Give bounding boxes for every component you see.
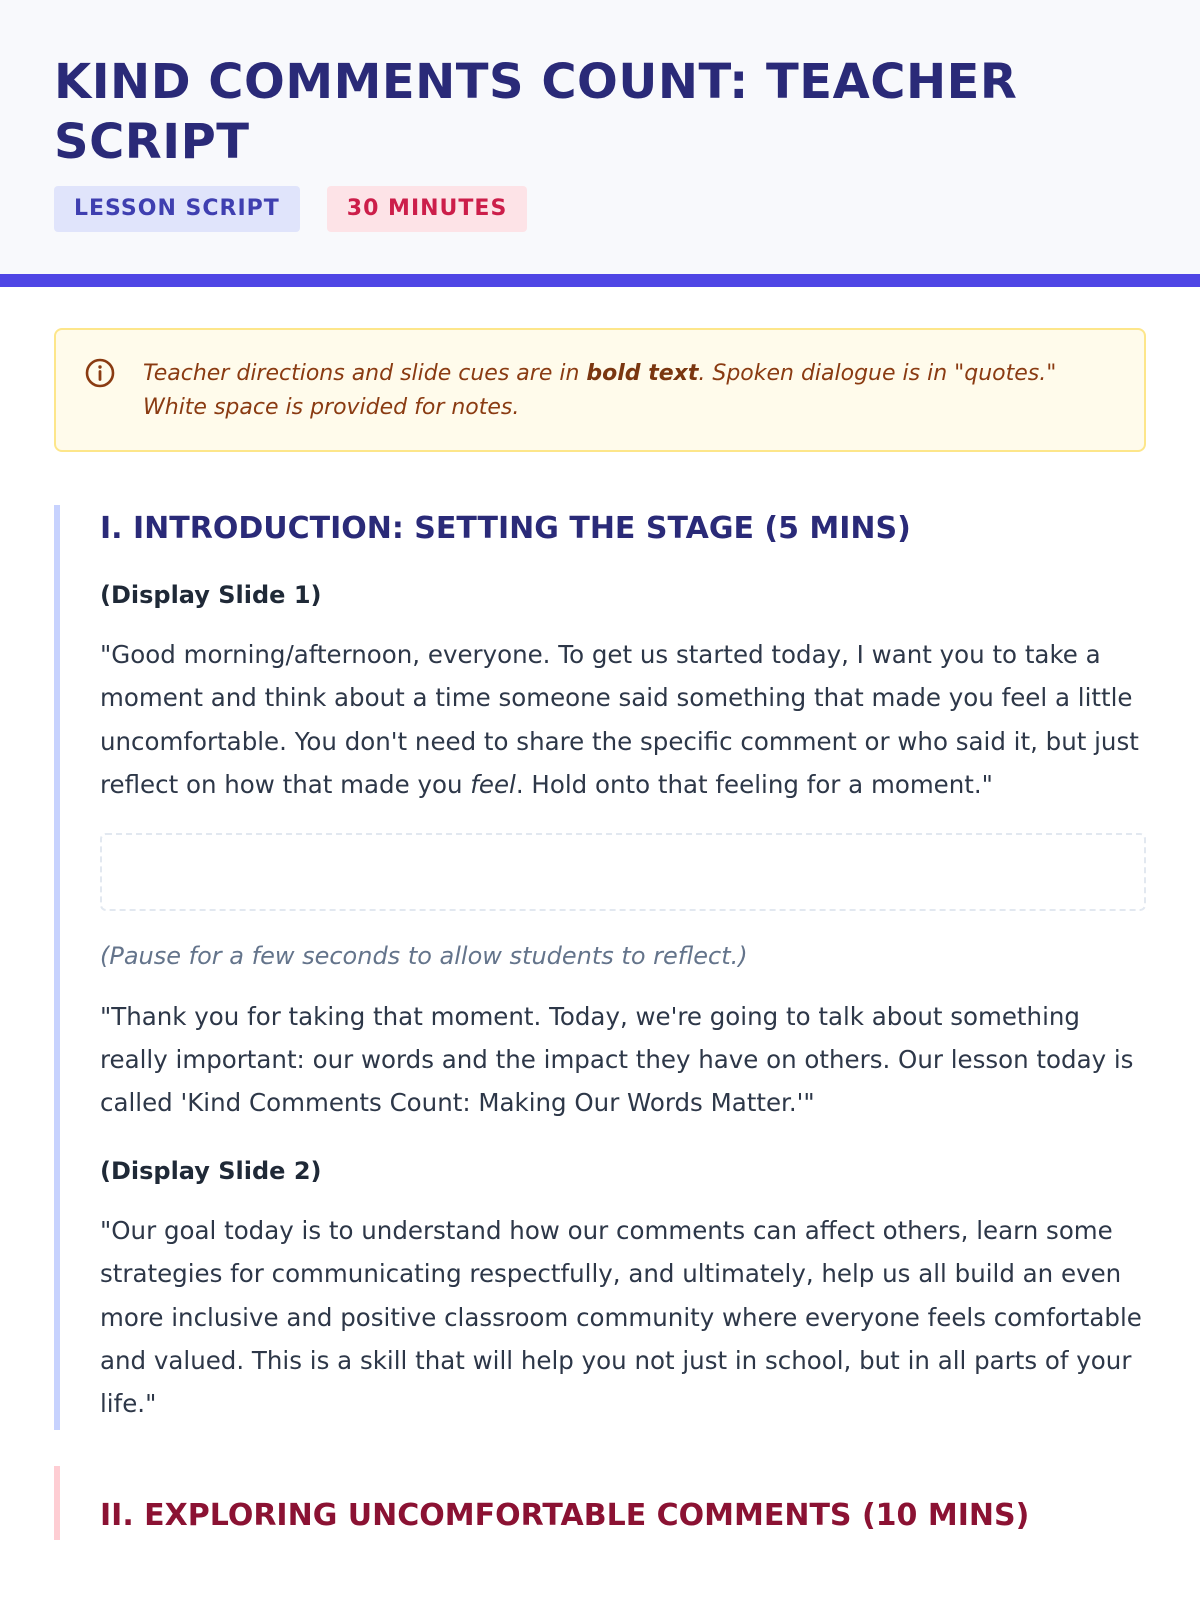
dialogue-text-end: . Hold onto that feeling for a moment." [515, 770, 993, 800]
section-introduction [54, 505, 1146, 1430]
pause-direction: (Pause for a few seconds to allow students to reflect.) [100, 941, 748, 970]
dialogue-paragraph: "Our goal today is to understand how our comments can affect others, learn some strategies for communicating respectfully, and ultimately, help us all build an even more inclusive and positive classroom community where everyone feels comfortable and valued. This is a skill that will help you not just in school, but in all parts of your life." [100, 1215, 1142, 1419]
notes-space[interactable] [100, 833, 1146, 911]
lesson-type-badge: LESSON SCRIPT [54, 186, 300, 232]
dialogue-paragraph: "Thank you for taking that moment. Today, we're going to talk about something really important: our words and the impact they have on others. Our lesson today is called 'Kind Comments Count: Making Our Words Matter.'" [100, 1001, 1134, 1118]
instructions-text-start: Teacher directions and slide cues are in [143, 361, 587, 386]
badge-row [54, 186, 1146, 232]
instructions-note [54, 328, 1146, 452]
main-content [0, 328, 1200, 1540]
page-header [0, 0, 1200, 287]
slide-cue: (Display Slide 2) [100, 1156, 322, 1185]
section-title: II. EXPLORING UNCOMFORTABLE COMMENTS (10 MINS) [100, 1497, 1030, 1533]
dialogue-paragraph [100, 633, 1146, 807]
dialogue-emphasis: feel [470, 770, 516, 800]
instructions-text [143, 357, 1114, 450]
section-exploring [54, 1466, 1146, 1540]
section-title: I. INTRODUCTION: SETTING THE STAGE (5 MINS) [100, 511, 911, 546]
instructions-text-end: . Spoken dialogue is in "quotes." White space is provided for notes. [143, 361, 1057, 420]
duration-badge: 30 MINUTES [327, 186, 528, 232]
info-icon [83, 358, 117, 388]
dialogue-text: "Good morning/afternoon, everyone. To get us started today, I want you to take a moment and think about a time someone said something that made you feel a little uncomfortable. You don't need to share the specific comment or who said it, but just reflect on how that made you [100, 640, 1139, 800]
page-title: KIND COMMENTS COUNT: TEACHER SCRIPT [54, 54, 1018, 170]
instructions-bold-text: bold text [586, 361, 699, 386]
slide-cue: (Display Slide 1) [100, 581, 322, 609]
